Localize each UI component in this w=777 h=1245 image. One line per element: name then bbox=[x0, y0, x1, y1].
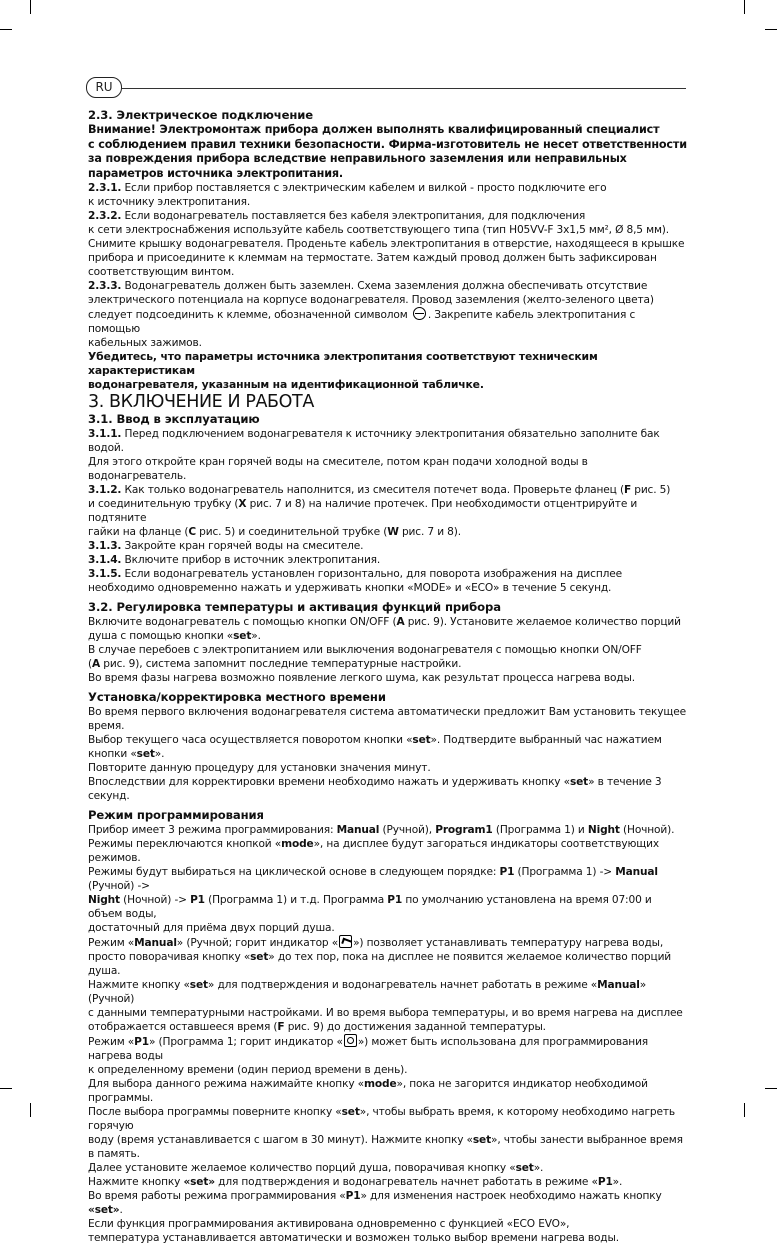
crop-mark bbox=[0, 1088, 12, 1089]
section-3-2-title: 3.2. Регулировка температуры и активация функций прибора bbox=[88, 600, 501, 614]
crop-mark bbox=[744, 1103, 745, 1117]
crop-mark bbox=[765, 29, 777, 30]
crop-mark bbox=[744, 0, 745, 14]
section-2-3-title: 2.3. Электрическое подключение bbox=[88, 108, 314, 122]
header-divider bbox=[122, 88, 686, 89]
time-setting-title: Установка/корректировка местного времени bbox=[88, 690, 386, 704]
crop-mark bbox=[30, 1103, 31, 1117]
paragraph-3-1-3: 3.1.3. Закройте кран горячей воды на смесителе. bbox=[88, 540, 364, 552]
programming-mode-title: Режим программирования bbox=[88, 808, 264, 822]
paragraph-2-3-3: 2.3.3. Водонагреватель должен быть заземлен. Схема заземления должна обеспечивать отсутствие электрического потенциала на корпусе водонагревателя. Провод заземления (желто-зеленого цвета) следует подсоединить к клемме, обозначенной символом . Закрепите кабель электропитания с помощью кабельных зажимов. bbox=[88, 280, 654, 349]
document-body bbox=[88, 108, 688, 1245]
paragraph-3-1-4: 3.1.4. Включите прибор в источник электропитания. bbox=[88, 554, 381, 566]
language-badge: RU bbox=[86, 77, 122, 98]
electrical-warning: Внимание! Электромонтаж прибора должен выполнять квалифицированный специалист с соблюдением правил техники безопасности. Фирма-изготовитель не несет ответственности за повреждения прибора вследствие неправильного заземления или неправильных параметров источника электропитания. bbox=[88, 123, 687, 180]
paragraph-time-setting: Во время первого включения водонагревателя система автоматически предложит Вам установить текущее время. Выбор текущего часа осуществляется поворотом кнопки «set». Подтвердите выбранный час нажатием кнопки «set». Повторите данную процедуру для установки значения минут. Впоследствии для корректировки времени необходимо нажать и удерживать кнопку «set» в течение 3 секунд. bbox=[88, 706, 686, 802]
power-source-note: Убедитесь, что параметры источника электропитания соответствуют техническим характеристикам водонагревателя, указанным на идентификационной табличке. bbox=[88, 350, 598, 391]
paragraph-programming-mode: Прибор имеет 3 режима программирования: Manual (Ручной), Program1 (Программа 1) и Night (Ночной). Режимы переключаются кнопкой «mode», на дисплее будут загораться индикаторы соответствующих режимов. Режимы будут выбираться на циклической основе в следующем порядке: P1 (Программа 1) -> Manual (Ручной) -> Night (Ночной) -> P1 (Программа 1) и т.д. Программа P1 по умолчанию установлена на время 07:00 и объем воды, достаточный для приёма двух порций душа. Режим «Manual» (Ручной; горит индикатор « ») позволяет устанавливать температуру нагрева воды, просто поворачивая кнопку «set» до тех пор, пока на дисплее не появится желаемое количество порций душа. Нажмите кнопку «set» для подтверждения и водонагреватель начнет работать в режиме «Manual» (Ручной) с данными температурными настройками. И во время выбора температуры, и во время нагрева на дисплее отображается оставшееся время (F рис. 9) до достижения заданной температуры. Режим «P1» (Программа 1; горит индикатор « ») может быть использована для программирования нагрева воды к определенному времени (один период времени в день). Для выбора данного режима нажимайте кнопку «mode», пока не загорится индикатор необходимой программы. После выбора программы поверните кнопку «set», чтобы выбрать время, к которому необходимо нагреть горячую воду (время устанавливается с шагом в 30 минут). Нажмите кнопку «set», чтобы занести выбранное время в память. Далее установите желаемое количество порций душа, поворачивая кнопку «set». Нажмите кнопку «set» для подтверждения и водонагреватель начнет работать в режиме «P1». Во время работы режима программирования «P1» для изменения настроек необходимо нажать кнопку «set». Если функция программирования активирована одновременно с функцией «ECO EVO», температура устанавливается автоматически и возможен только выбор времени нагрева воды. bbox=[88, 824, 683, 1244]
crop-mark bbox=[30, 0, 31, 14]
section-3-title: 3. ВКЛЮЧЕНИЕ И РАБОТА bbox=[88, 392, 314, 412]
section-3-1-title: 3.1. Ввод в эксплуатацию bbox=[88, 412, 260, 426]
paragraph-3-1-1: 3.1.1. Перед подключением водонагревателя к источнику электропитания обязательно заполните бак водой. Для этого откройте кран горячей воды на смесителе, потом кран подачи холодной воды в водонагреватель. bbox=[88, 428, 660, 482]
paragraph-2-3-1: 2.3.1. Если прибор поставляется с электрическим кабелем и вилкой - просто подключите его к источнику электропитания. bbox=[88, 182, 607, 208]
paragraph-3-1-5: 3.1.5. Если водонагреватель установлен горизонтально, для поворота изображения на дисплее необходимо одновременно нажать и удерживать кнопки «MODE» и «ECO» в течение 5 секунд. bbox=[88, 568, 622, 594]
crop-mark bbox=[765, 1088, 777, 1089]
paragraph-2-3-2: 2.3.2. Если водонагреватель поставляется без кабеля электропитания, для подключения к сети электроснабжения используйте кабель соответствующего типа (тип H05VV-F 3x1,5 мм², Ø 8,5 мм). Снимите крышку водонагревателя. Проденьте кабель электропитания в отверстие, находящееся в крышке прибора и присоедините к клеммам на термостате. Затем каждый провод должен быть зафиксирован соответствующим винтом. bbox=[88, 210, 685, 278]
paragraph-3-1-2: 3.1.2. Как только водонагреватель наполнится, из смесителя потечет вода. Проверьте фланец (F рис. 5) и соединительную трубку (X рис. 7 и 8) на наличие протечек. При необходимости отцентрируйте и подтяните гайки на фланце (C рис. 5) и соединительной трубке (W рис. 7 и 8). bbox=[88, 484, 671, 538]
ground-symbol-icon bbox=[413, 307, 426, 320]
manual-hand-indicator-icon bbox=[339, 935, 352, 948]
crop-mark bbox=[0, 29, 12, 30]
paragraph-3-2: Включите водонагреватель с помощью кнопки ON/OFF (A рис. 9). Установите желаемое количество порций душа с помощью кнопки «set». В случае перебоев с электропитанием или выключения водонагревателя с помощью кнопки ON/OFF (A рис. 9), система запомнит последние температурные настройки. Во время фазы нагрева возможно появление легкого шума, как результат процесса нагрева воды. bbox=[88, 616, 681, 684]
program-clock-indicator-icon bbox=[344, 1034, 357, 1047]
